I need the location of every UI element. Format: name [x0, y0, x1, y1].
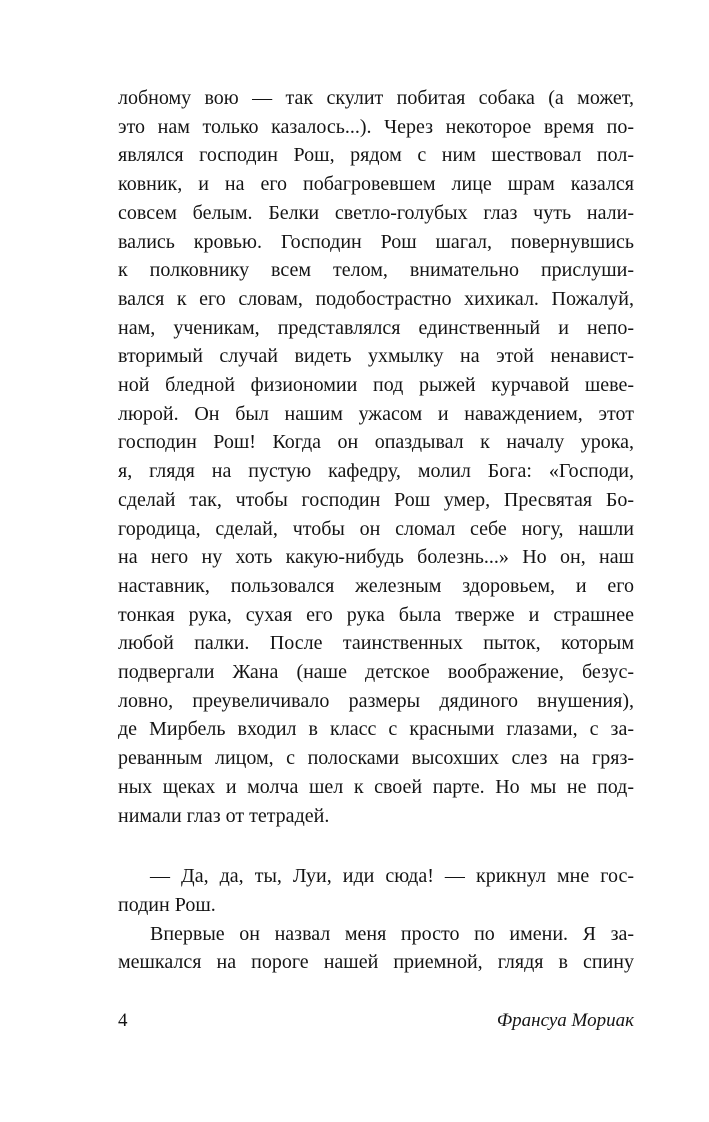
text-line: ловно, преувеличивало размеры дядиного внушения),: [118, 689, 634, 712]
text-line: тонкая рука, сухая его рука была тверже и страшнее: [118, 603, 634, 626]
text-line: люрой. Он был нашим ужасом и наваждением, этот: [118, 402, 634, 425]
text-line: сделай так, чтобы господин Рош умер, Пресвятая Бо-: [118, 488, 634, 511]
text-line: господин Рош! Когда он опаздывал к началу урока,: [118, 431, 634, 454]
text-line: подвергали Жана (наше детское воображение, безус-: [118, 661, 634, 684]
running-author: Франсуа Мориак: [496, 1010, 634, 1031]
text-line: к полковнику всем телом, внимательно прислуши-: [118, 259, 634, 282]
text-line: я, глядя на пустую кафедру, молил Бога: «Господи,: [118, 460, 634, 483]
text-line: являлся господин Рош, рядом с ним шествовал пол-: [118, 144, 634, 167]
paragraph-dialogue: [118, 862, 634, 919]
text-line: любой палки. После таинственных пыток, которым: [118, 632, 634, 655]
page-number: 4: [118, 1010, 128, 1031]
text-line: это нам только казалось...). Через некоторое время по-: [118, 115, 634, 138]
text-line: совсем белым. Белки светло-голубых глаз чуть нали-: [118, 201, 634, 224]
text-line: на него ну хоть какую-нибудь болезнь...» Но он, наш: [118, 546, 634, 569]
text-line: нимали глаз от тетрадей.: [118, 804, 330, 827]
text-line: вторимый случай видеть ухмылку на этой ненавист-: [118, 345, 634, 368]
text-line: мешкался на пороге нашей приемной, глядя в спину: [118, 951, 634, 974]
text-line: ной бледной физиономии под рыжей курчавой шеве-: [118, 374, 634, 397]
text-line: подин Рош.: [118, 893, 216, 916]
text-line: ных щеках и молча шел к своей парте. Но мы не под-: [118, 775, 634, 798]
text-line: ковник, и на его побагровевшем лице шрам казался: [118, 173, 634, 196]
text-line: реванным лицом, с полосками высохших слез на гряз-: [118, 747, 634, 770]
text-line: нам, ученикам, представлялся единственный и непо-: [118, 316, 634, 339]
text-line: — Да, да, ты, Луи, иди сюда! — крикнул мне гос-: [150, 865, 634, 888]
text-line: Впервые он назвал меня просто по имени. Я за-: [150, 922, 634, 945]
text-line: лобному вою — так скулит побитая собака (а может,: [118, 87, 634, 109]
text-line: городица, сделай, чтобы он сломал себе ногу, нашли: [118, 517, 634, 540]
text-line: вались кровью. Господин Рош шагал, повернувшись: [118, 230, 634, 253]
paragraph-closing: [118, 920, 634, 977]
page-footer: [118, 1010, 634, 1032]
paragraph-main: [118, 84, 634, 830]
text-line: наставник, пользовался железным здоровьем, и его: [118, 574, 634, 597]
text-line: де Мирбель входил в класс с красными глазами, с за-: [118, 718, 634, 741]
text-block: [118, 84, 634, 977]
text-line: вался к его словам, подобострастно хихикал. Пожалуй,: [118, 287, 634, 310]
